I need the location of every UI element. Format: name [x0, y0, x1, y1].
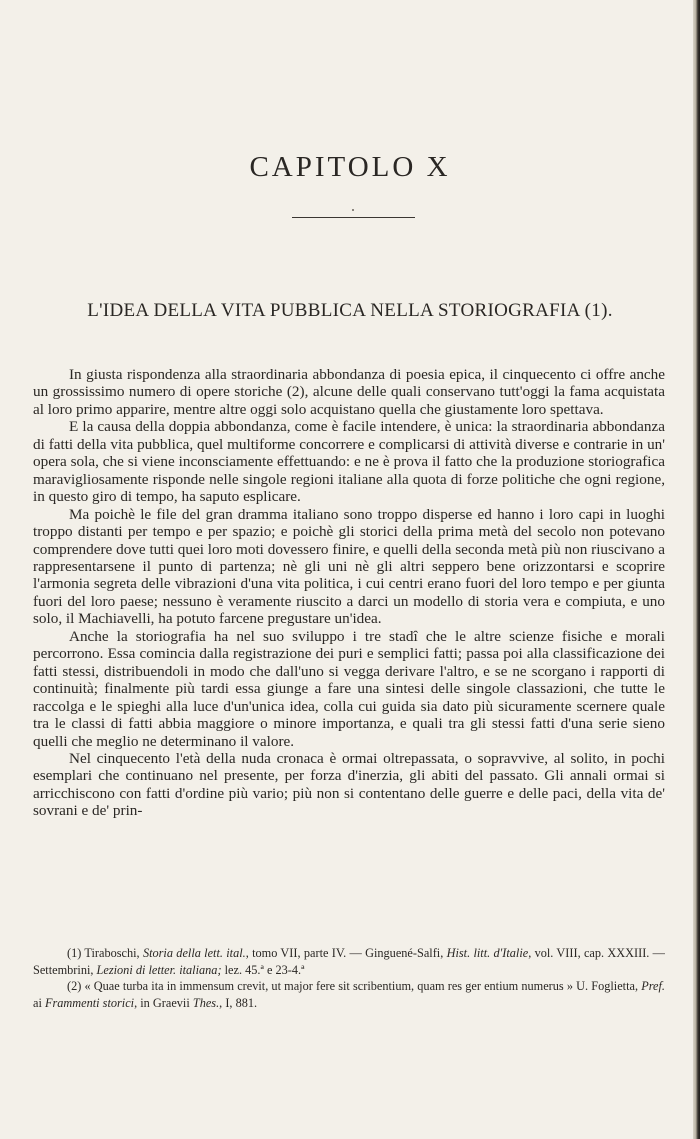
paragraph: Ma poichè le file del gran dramma italiano sono troppo disperse ed hanno i loro capi in luoghi troppo distanti per tempo e per spazio; e poichè gli storici della prima metà del secolo non potevano comprendere dove tutti quei loro moti dovessero finire, e quelli della seconda metà più non riuscivano a rappresentarsene il punto di partenza; nè gli uni nè gli altri seppero bene orizzontarsi e scoprire l'armonia segreta delle vibrazioni d'una vita politica, i cui centri erano fuori del loro tempo e per giunta fuori del loro paese; nessuno è veramente riuscito a darci un modello di storia vera e compiuta, e uno solo, il Machiavelli, ha potuto farcene pregustare un'idea.: [33, 505, 665, 628]
section-title: L'IDEA DELLA VITA PUBBLICA NELLA STORIOGRAFIA (1).: [87, 300, 613, 321]
footnote-1: (1) Tiraboschi, Storia della lett. ital., tomo VII, parte IV. — Ginguené-Salfi, Hist. litt. d'Italie, vol. VIII, cap. XXXIII. — Settembrini, Lezioni di letter. italiana; lez. 45.ª e 23-4.ª: [33, 946, 665, 977]
title-ornament-dot: [352, 209, 354, 211]
footnotes: [33, 945, 665, 1011]
body-text: [33, 366, 665, 820]
title-divider: [292, 217, 415, 218]
paragraph: Anche la storiografia ha nel suo sviluppo i tre stadî che le altre scienze fisiche e morali percorrono. Essa comincia dalla registrazione dei puri e semplici fatti; passa poi alla classificazione dei fatti stessi, distribuendoli in modo che dall'uno si vegga derivare l'altro, e se ne scorgano i rapporti di continuità; finalmente più tardi essa giunge a fare una sintesi delle singole classazioni, che tutte le raccolga e le spieghi alla luce d'un'unica idea, colla cui guida sia dato più sicuramente scernere quale tra le classi di fatti abbia maggiore o minore importanza, e quali tra gli stessi fatti d'una serie sieno quelli che meglio ne determinano il valore.: [33, 627, 665, 750]
footnote-2: (2) « Quae turba ita in immensum crevit, ut major fere sit scribentium, quam res ger entium numerus » U. Foglietta, Pref. ai Frammenti storici, in Graevii Thes., I, 881.: [33, 979, 665, 1010]
paragraph: E la causa della doppia abbondanza, come è facile intendere, è unica: la straordinaria abbondanza di fatti della vita pubblica, quel multiforme concorrere e complicarsi di attività diverse e contrarie in un' opera sola, che si viene inconsciamente effettuando: e ne è prova il fatto che la produzione storiografica maravigliosamente risponde nelle singole regioni italiane alla quota di forze politiche che ogni regione, in questo giro di tempo, ha saputo esplicare.: [33, 418, 665, 506]
paragraph: In giusta rispondenza alla straordinaria abbondanza di poesia epica, il cinquecento ci offre anche un grossissimo numero di opere storiche (2), alcune delle quali conservano tutt'oggi la fama acquistata al loro primo apparire, mentre altre oggi solo acquistano quella che giustamente loro spettava.: [33, 366, 665, 418]
paragraph: Nel cinquecento l'età della nuda cronaca è ormai oltrepassata, o sopravvive, al solito, in pochi esemplari che continuano nel presente, per forza d'inerzia, gli abiti del passato. Gli annali ormai si arricchiscono con fatti d'ordine più vario; più non si contentano delle guerre e delle paci, della vita de' sovrani e de' prin-: [33, 749, 665, 820]
chapter-title: CAPITOLO X: [249, 151, 451, 183]
